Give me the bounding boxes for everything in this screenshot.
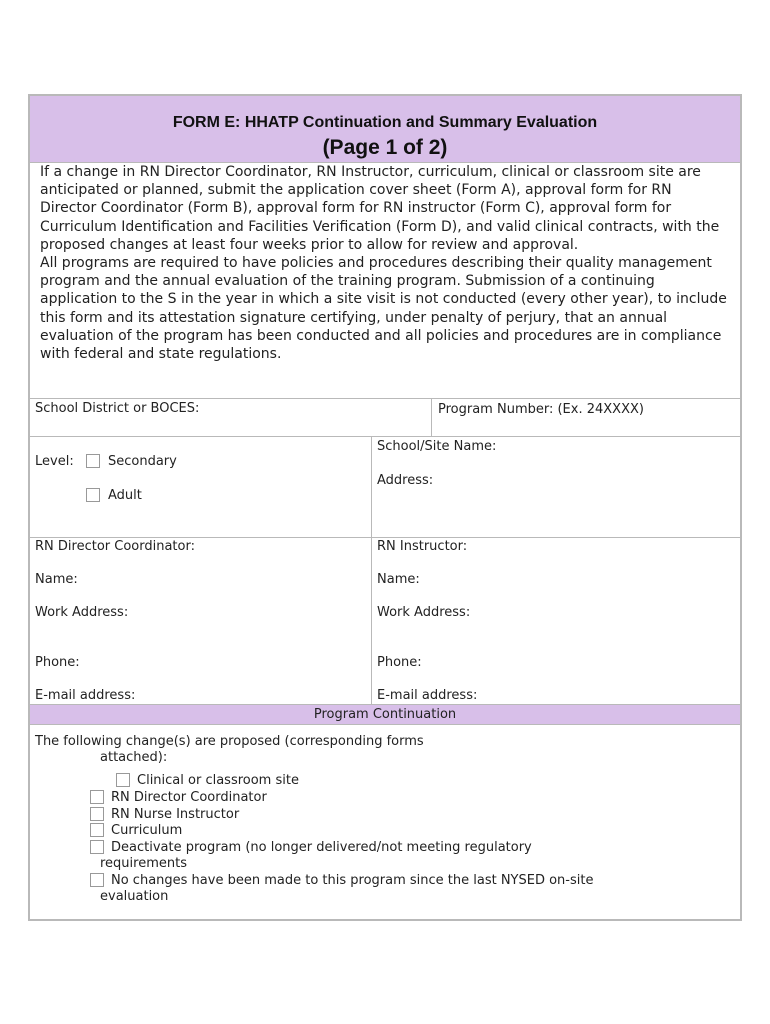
program-continuation-heading: Program Continuation (30, 704, 740, 725)
rn-instructor-label: RN Instructor: (377, 539, 468, 554)
rn-director-checkbox[interactable] (90, 790, 104, 804)
site-address-field[interactable]: Address: (377, 473, 434, 488)
adult-label: Adult (108, 488, 142, 503)
rn-director-option-label: RN Director Coordinator (111, 790, 267, 805)
no-changes-checkbox[interactable] (90, 873, 104, 887)
instructions-paragraph-1: If a change in RN Director Coordinator, RN Instructor, curriculum, clinical or classroom site are anticipated or planned, submit the application cover sheet (Form A), approval form for RN Director Coordinator (Form B), approval form for RN instructor (Form C), approval form for Curriculum Identification and Facilities Verification (Form D), and valid clinical contracts, with the proposed changes at least four weeks prior to allow for review and approval. (40, 164, 720, 253)
program-number-field[interactable]: Program Number: (Ex. 24XXXX) (438, 402, 644, 417)
adult-checkbox[interactable] (86, 488, 100, 502)
instructor-phone-field[interactable]: Phone: (377, 655, 422, 670)
clinical-site-label: Clinical or classroom site (137, 773, 299, 788)
school-district-field[interactable]: School District or BOCES: (35, 401, 200, 416)
secondary-checkbox[interactable] (86, 454, 100, 468)
form-e (28, 94, 742, 921)
rn-nurse-instructor-checkbox[interactable] (90, 807, 104, 821)
divider (30, 398, 740, 399)
deactivate-label-cont: requirements (100, 856, 187, 871)
proposed-changes-intro: The following change(s) are proposed (corresponding forms (35, 734, 424, 749)
rn-nurse-instructor-label: RN Nurse Instructor (111, 807, 240, 822)
no-changes-label: No changes have been made to this program since the last NYSED on-site (111, 873, 594, 888)
instructions-paragraph-2: All programs are required to have policies and procedures describing their quality management program and the annual evaluation of the training program. Submission of a continuing application to the S in the year in which a site visit is not conducted (every other year), to include this form and its attestation signature certifying, under penalty of perjury, that an annual evaluation of the program has been conducted and all policies and procedures are in compliance with federal and state regulations. (40, 255, 727, 363)
instructor-name-field[interactable]: Name: (377, 572, 420, 587)
divider (431, 398, 432, 436)
form-header (30, 96, 740, 163)
rn-director-label: RN Director Coordinator: (35, 539, 195, 554)
deactivate-checkbox[interactable] (90, 840, 104, 854)
director-work-address-field[interactable]: Work Address: (35, 605, 129, 620)
proposed-changes-intro-cont: attached): (100, 750, 168, 765)
divider (371, 436, 372, 704)
director-name-field[interactable]: Name: (35, 572, 78, 587)
clinical-site-checkbox[interactable] (116, 773, 130, 787)
page-indicator: (Page 1 of 2) (322, 136, 448, 159)
director-phone-field[interactable]: Phone: (35, 655, 80, 670)
divider (30, 537, 740, 538)
instructor-work-address-field[interactable]: Work Address: (377, 605, 471, 620)
level-label: Level: (35, 454, 74, 469)
curriculum-checkbox[interactable] (90, 823, 104, 837)
instructions (40, 163, 730, 363)
form-title: FORM E: HHATP Continuation and Summary Evaluation (172, 114, 598, 131)
director-email-field[interactable]: E-mail address: (35, 688, 136, 703)
school-site-name-field[interactable]: School/Site Name: (377, 439, 497, 454)
curriculum-label: Curriculum (111, 823, 183, 838)
divider (30, 436, 740, 437)
deactivate-label: Deactivate program (no longer delivered/not meeting regulatory (111, 840, 532, 855)
secondary-label: Secondary (108, 454, 177, 469)
no-changes-label-cont: evaluation (100, 889, 169, 904)
instructor-email-field[interactable]: E-mail address: (377, 688, 478, 703)
